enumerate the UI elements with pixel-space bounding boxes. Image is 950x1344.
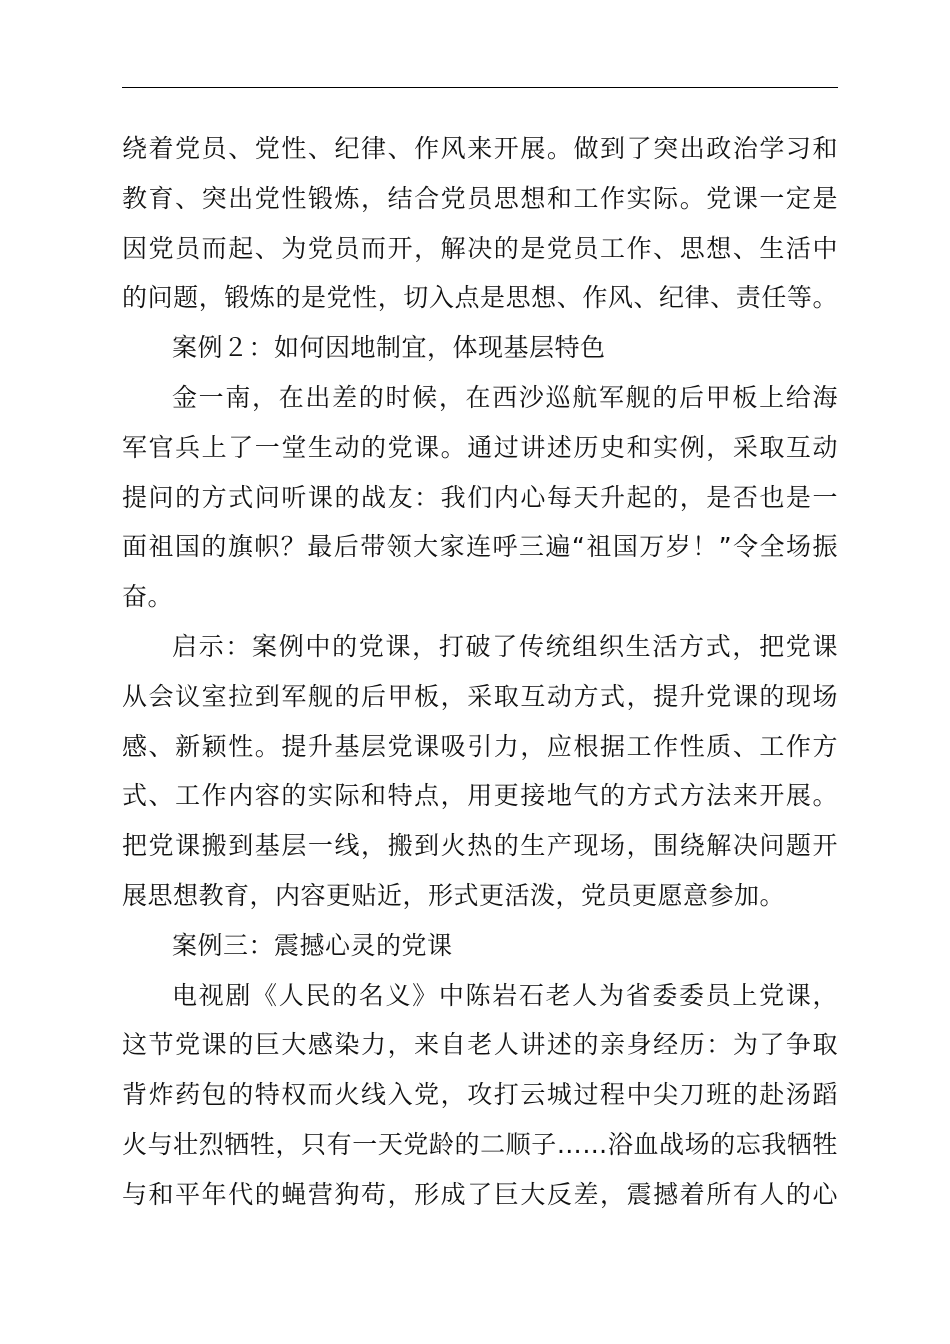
text-line: 绕着党员、党性、纪律、作风来开展。做到了突出政治学习和 <box>122 134 838 163</box>
text-line: 这节党课的巨大感染力，来自老人讲述的亲身经历：为了争取 <box>122 1030 838 1060</box>
text-line: 的问题，锻炼的是党性，切入点是思想、作风、纪律、责任等。 <box>122 283 838 313</box>
text-line: 把党课搬到基层一线，搬到火热的生产现场，围绕解决问题开 <box>122 831 838 861</box>
text-line: 金一南，在出差的时候，在西沙巡航军舰的后甲板上给海 <box>172 382 838 412</box>
text-line: 展思想教育，内容更贴近，形式更活泼，党员更愿意参加。 <box>122 880 786 910</box>
text-line: 案例２：如何因地制宜，体现基层特色 <box>172 333 606 363</box>
text-line: 因党员而起、为党员而开，解决的是党员工作、思想、生活中 <box>122 233 838 263</box>
text-line: 背炸药包的特权而火线入党，攻打云城过程中尖刀班的赴汤蹈 <box>122 1080 838 1110</box>
text-line: 教育、突出党性锻炼，结合党员思想和工作实际。党课一定是 <box>122 183 838 213</box>
text-line: 启示：案例中的党课，打破了传统组织生活方式，把党课 <box>172 631 838 661</box>
text-line: 军官兵上了一堂生动的党课。通过讲述历史和实例，采取互动 <box>122 432 838 462</box>
text-line: 提问的方式问听课的战友：我们内心每天升起的，是否也是一 <box>122 482 838 512</box>
text-line: 火与壮烈牺牲，只有一天党龄的二顺子……浴血战场的忘我牺牲 <box>122 1129 838 1159</box>
text-line: 式、工作内容的实际和特点，用更接地气的方式方法来开展。 <box>122 781 838 811</box>
body-text <box>122 124 838 1220</box>
text-line: 面祖国的旗帜？最后带领大家连呼三遍“祖国万岁！”令全场振 <box>122 532 838 562</box>
text-line: 从会议室拉到军舰的后甲板，采取互动方式，提升党课的现场 <box>122 681 838 711</box>
text-line: 感、新颖性。提升基层党课吸引力，应根据工作性质、工作方 <box>122 731 838 761</box>
text-line: 与和平年代的蝇营狗苟，形成了巨大反差，震撼着所有人的心 <box>122 1179 838 1209</box>
header-rule <box>122 87 838 88</box>
text-line: 电视剧《人民的名义》中陈岩石老人为省委委员上党课， <box>172 980 838 1010</box>
text-line: 奋。 <box>122 582 174 612</box>
text-line: 案例三：震撼心灵的党课 <box>172 930 453 960</box>
